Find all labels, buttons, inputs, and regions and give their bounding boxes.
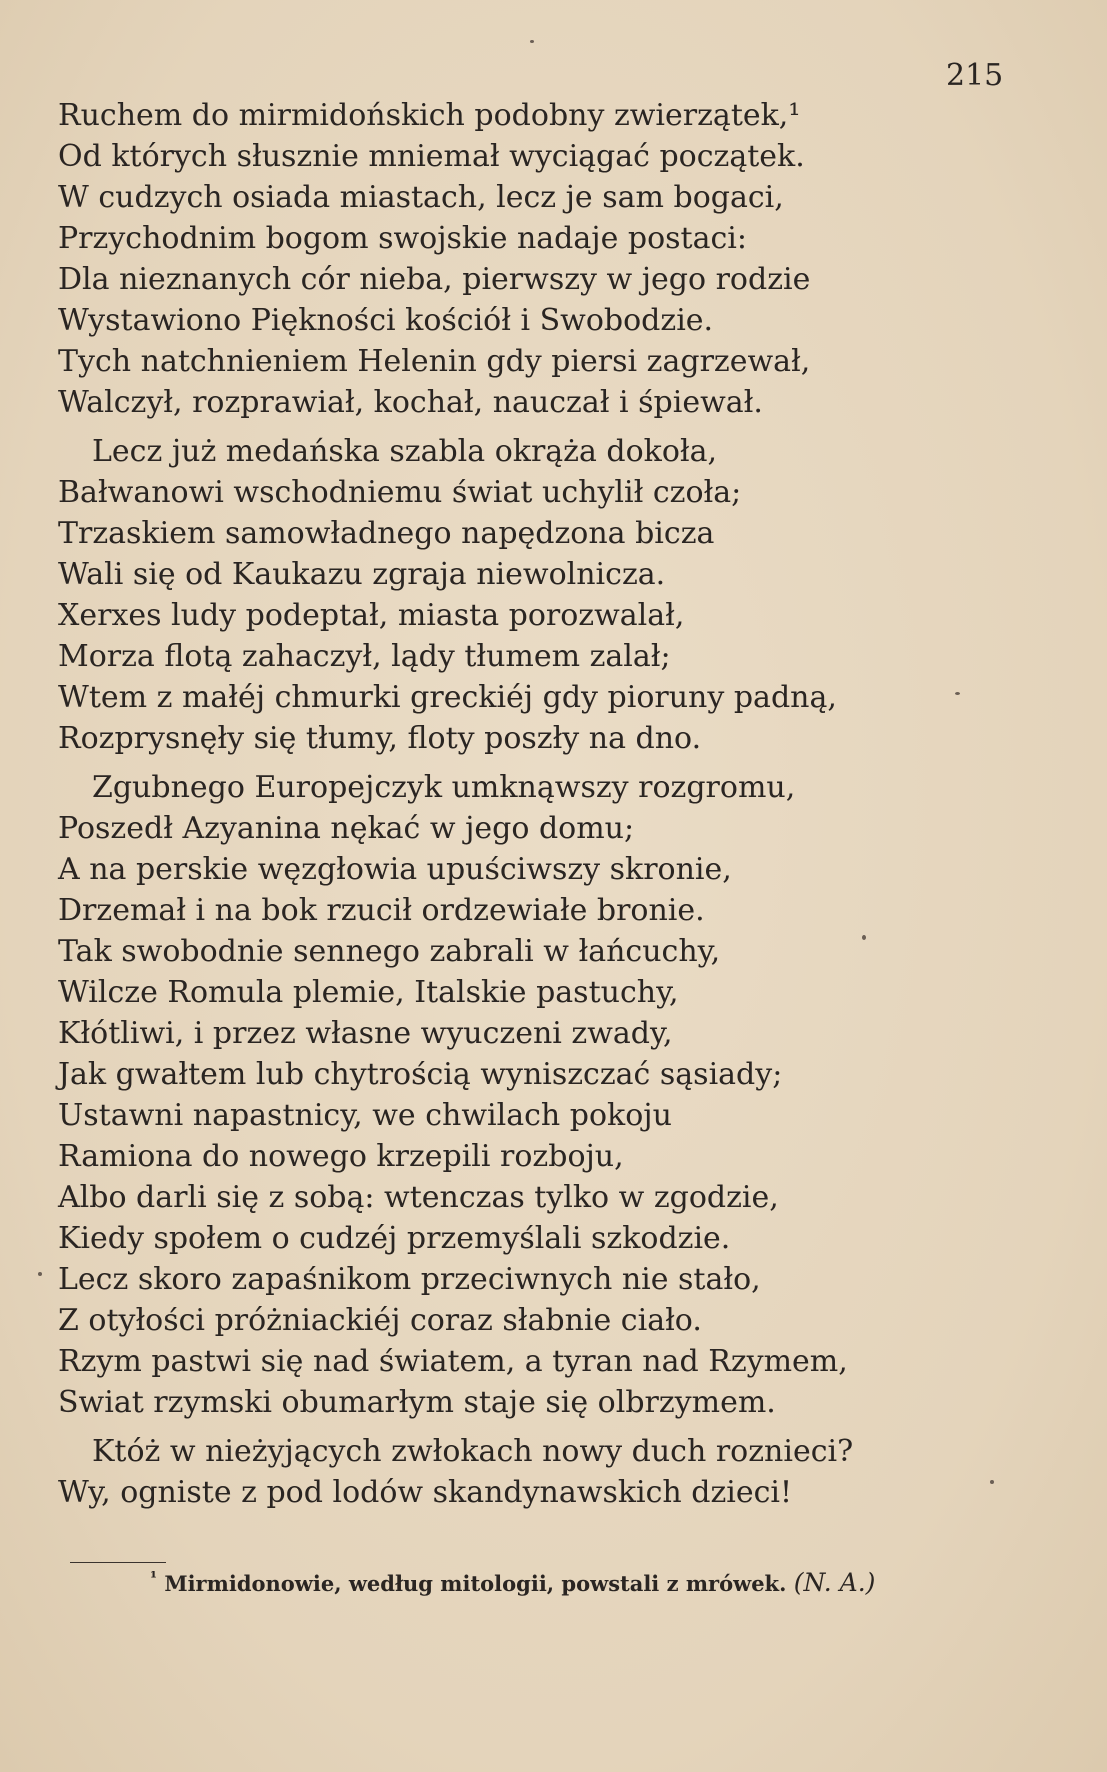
paper-speck <box>955 692 960 695</box>
poem-line: Jak gwałtem lub chytrością wyniszczać sąsiady; <box>58 1057 783 1092</box>
footnote <box>150 1568 875 1597</box>
stanza <box>58 1431 1058 1513</box>
poem-line: Swiat rzymski obumarłym staje się olbrzymem. <box>58 1385 776 1420</box>
poem-line: Z otyłości próżniackiéj coraz słabnie ciało. <box>58 1303 702 1338</box>
poem-line: Od których słusznie mniemał wyciągać początek. <box>58 139 805 174</box>
page-number: 215 <box>946 58 1004 93</box>
poem-line: Trzaskiem samowładnego napędzona bicza <box>58 516 715 551</box>
paper-speck <box>862 935 866 940</box>
paper-speck <box>530 40 534 43</box>
paper-speck <box>38 1272 42 1276</box>
poem-line: Wtem z małéj chmurki greckiéj gdy pioruny padną, <box>58 680 837 715</box>
poem-line: Morza flotą zahaczył, lądy tłumem zalał; <box>58 639 671 674</box>
poem-line: Poszedł Azyanina nękać w jego domu; <box>58 811 635 846</box>
poem-body <box>58 95 1058 1513</box>
poem-line: Wystawiono Piękności kościół i Swobodzie. <box>58 303 714 338</box>
poem-line: Wy, ogniste z pod lodów skandynawskich dzieci! <box>58 1475 793 1510</box>
poem-line: Bałwanowi wschodniemu świat uchylił czoła; <box>58 475 742 510</box>
poem-line: Tak swobodnie sennego zabrali w łańcuchy, <box>58 934 721 969</box>
poem-line: Tych natchnieniem Helenin gdy piersi zagrzewał, <box>58 344 811 379</box>
stanza <box>58 767 1058 1423</box>
footnote-divider <box>70 1562 166 1563</box>
poem-line: Walczył, rozprawiał, kochał, nauczał i śpiewał. <box>58 385 763 420</box>
poem-line: Dla nieznanych cór nieba, pierwszy w jego rodzie <box>58 262 811 297</box>
poem-line: Ramiona do nowego krzepili rozboju, <box>58 1139 624 1174</box>
poem-line: Rzym pastwi się nad światem, a tyran nad Rzymem, <box>58 1344 848 1379</box>
poem-line: Zgubnego Europejczyk umknąwszy rozgromu, <box>92 770 796 805</box>
poem-line: Drzemał i na bok rzucił ordzewiałe bronie. <box>58 893 705 928</box>
poem-line: A na perskie węzgłowia upuściwszy skronie, <box>58 852 732 887</box>
poem-line: Lecz już medańska szabla okrąża dokoła, <box>92 434 718 469</box>
stanza <box>58 95 1058 423</box>
poem-line: Kłótliwi, i przez własne wyuczeni zwady, <box>58 1016 673 1051</box>
footnote-text: Mirmidonowie, według mitologii, powstali z mrówek. <box>164 1571 787 1596</box>
footnote-attribution: (N. A.) <box>793 1568 876 1597</box>
stanza <box>58 431 1058 759</box>
paper-speck <box>990 1480 994 1484</box>
poem-line: Wilcze Romula plemie, Italskie pastuchy, <box>58 975 679 1010</box>
poem-line: Ruchem do mirmidońskich podobny zwierzątek,¹ <box>58 98 801 133</box>
poem-line: W cudzych osiada miastach, lecz je sam bogaci, <box>58 180 784 215</box>
poem-line: Kiedy społem o cudzéj przemyślali szkodzie. <box>58 1221 731 1256</box>
footnote-marker: ¹ <box>150 1568 158 1587</box>
poem-line: Xerxes ludy podeptał, miasta porozwalał, <box>58 598 685 633</box>
poem-line: Wali się od Kaukazu zgraja niewolnicza. <box>58 557 666 592</box>
poem-line: Albo darli się z sobą: wtenczas tylko w zgodzie, <box>58 1180 779 1215</box>
poem-line: Przychodnim bogom swojskie nadaje postaci: <box>58 221 747 256</box>
poem-line: Lecz skoro zapaśnikom przeciwnych nie stało, <box>58 1262 761 1297</box>
poem-line: Ustawni napastnicy, we chwilach pokoju <box>58 1098 672 1133</box>
poem-line: Któż w nieżyjących zwłokach nowy duch roznieci? <box>92 1434 854 1469</box>
poem-line: Rozprysnęły się tłumy, floty poszły na dno. <box>58 721 702 756</box>
